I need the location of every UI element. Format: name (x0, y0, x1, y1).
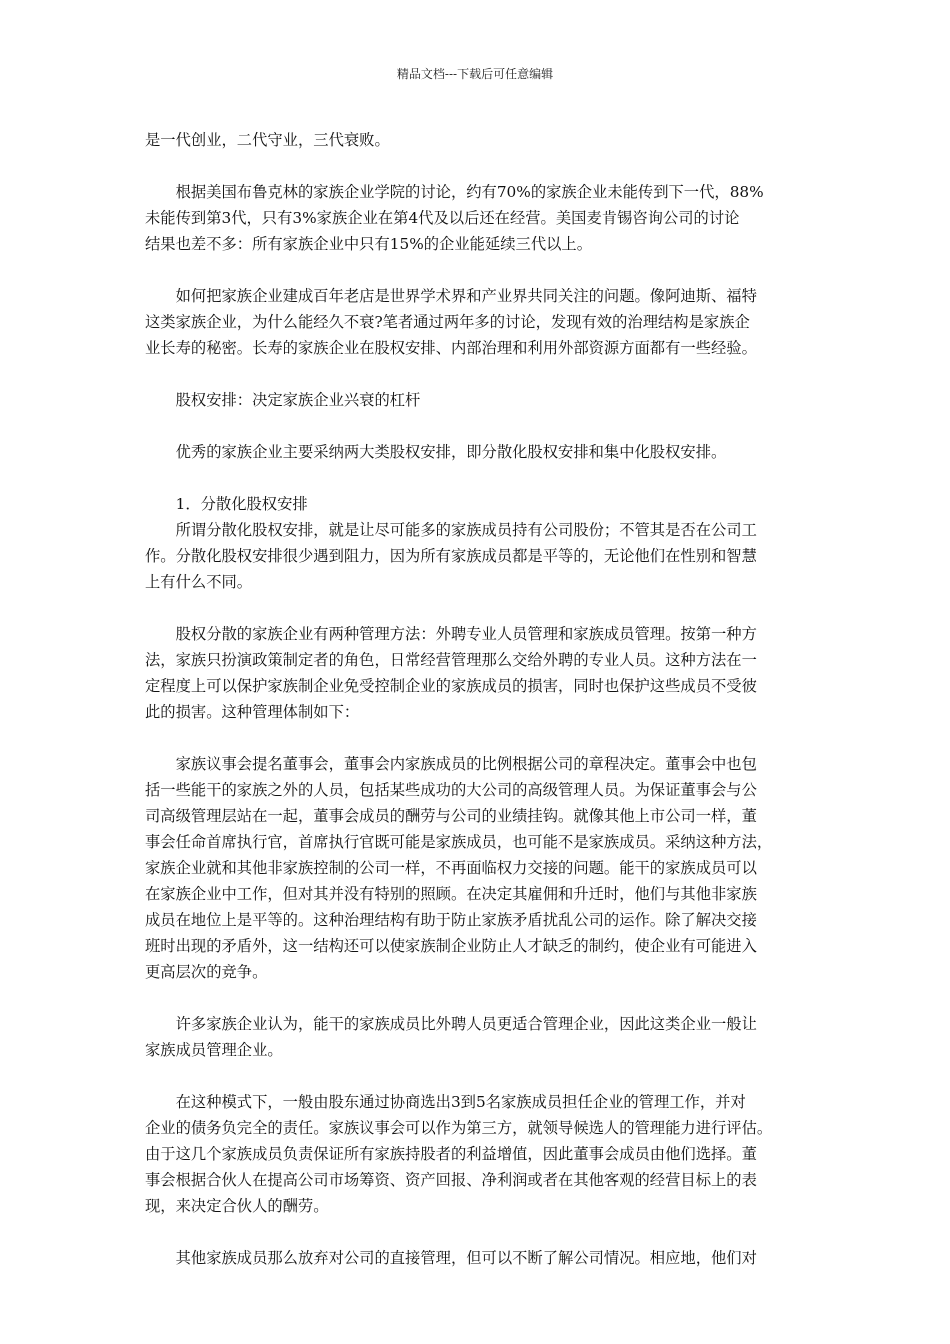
paragraph-3: 如何把家族企业建成百年老店是世界学术界和产业界共同关注的问题。像阿迪斯、福特 这类家族企业，为什么能经久不衰?笔者通过两年多的讨论，发现有效的治理结构是家族企 业长寿的秘密。长寿的家族企业在股权安排、内部治理和利用外部资源方面都有一些经验。 (145, 287, 757, 357)
paragraph-1: 是一代创业，二代守业，三代衰败。 (145, 131, 390, 149)
paragraph-8: 许多家族企业认为，能干的家族成员比外聘人员更适合管理企业，因此这类企业一般让 家族成员管理企业。 (145, 1015, 757, 1059)
document-body (145, 127, 825, 1271)
paragraph-7: 家族议事会提名董事会，董事会内家族成员的比例根据公司的章程决定。董事会中也包 括一些能干的家族之外的人员，包括某些成功的大公司的高级管理人员。为保证董事会与公 司高级管理层站在一起，董事会成员的酬劳与公司的业绩挂钩。就像其他上市公司一样，董 事会任命首席执行官，首席执行官既可能是家族成员，也可能不是家族成员。采纳这种方法， 家族企业就和其他非家族控制的公司一样，不再面临权力交接的问题。能干的家族成员可以 在家族企业中工作，但对其并没有特别的照顾。在决定其雇佣和升迁时，他们与其他非家族 成员在地位上是平等的。这种治理结构有助于防止家族矛盾扰乱公司的运作。除了解决交接 班时出现的矛盾外，这一结构还可以使家族制企业防止人才缺乏的制约，使企业有可能进入 更高层次的竞争。 (145, 755, 773, 981)
page-header: 精品文档---下载后可任意编辑 (396, 67, 554, 81)
paragraph-5: 所谓分散化股权安排，就是让尽可能多的家族成员持有公司股份；不管其是否在公司工 作。分散化股权安排很少遇到阻力，因为所有家族成员都是平等的，无论他们在性别和智慧 上有什么不同。 (145, 521, 757, 591)
paragraph-9: 在这种模式下，一般由股东通过协商选出3到5名家族成员担任企业的管理工作，并对 企业的债务负完全的责任。家族议事会可以作为第三方，就领导候选人的管理能力进行评估。 由于这几个家族成员负责保证所有家族持股者的利益增值，因此董事会成员由他们选择。董 事会根据合伙人在提高公司市场筹资、资产回报、净利润或者在其他客观的经营目标上的表 现，来决定合伙人的酬劳。 (145, 1093, 773, 1215)
paragraph-4: 优秀的家族企业主要采纳两大类股权安排，即分散化股权安排和集中化股权安排。 (175, 443, 727, 461)
paragraph-2: 根据美国布鲁克林的家族企业学院的讨论，约有70%的家族企业未能传到下一代，88% 未能传到第3代，只有3%家族企业在第4代及以后还在经营。美国麦肯锡咨询公司的讨论 结果也差不多：所有家族企业中只有15%的企业能延续三代以上。 (145, 183, 764, 253)
paragraph-6: 股权分散的家族企业有两种管理方法：外聘专业人员管理和家族成员管理。按第一种方 法，家族只扮演政策制定者的角色，日常经营管理那么交给外聘的专业人员。这种方法在一 定程度上可以保护家族制企业免受控制企业的家族成员的损害，同时也保护这些成员不受彼 此的损害。这种管理体制如下： (145, 625, 757, 721)
subsection-heading: 1．分散化股权安排 (175, 495, 308, 513)
paragraph-10: 其他家族成员那么放弃对公司的直接管理，但可以不断了解公司情况。相应地，他们对 (175, 1249, 757, 1267)
section-heading: 股权安排：决定家族企业兴衰的杠杆 (175, 391, 421, 409)
